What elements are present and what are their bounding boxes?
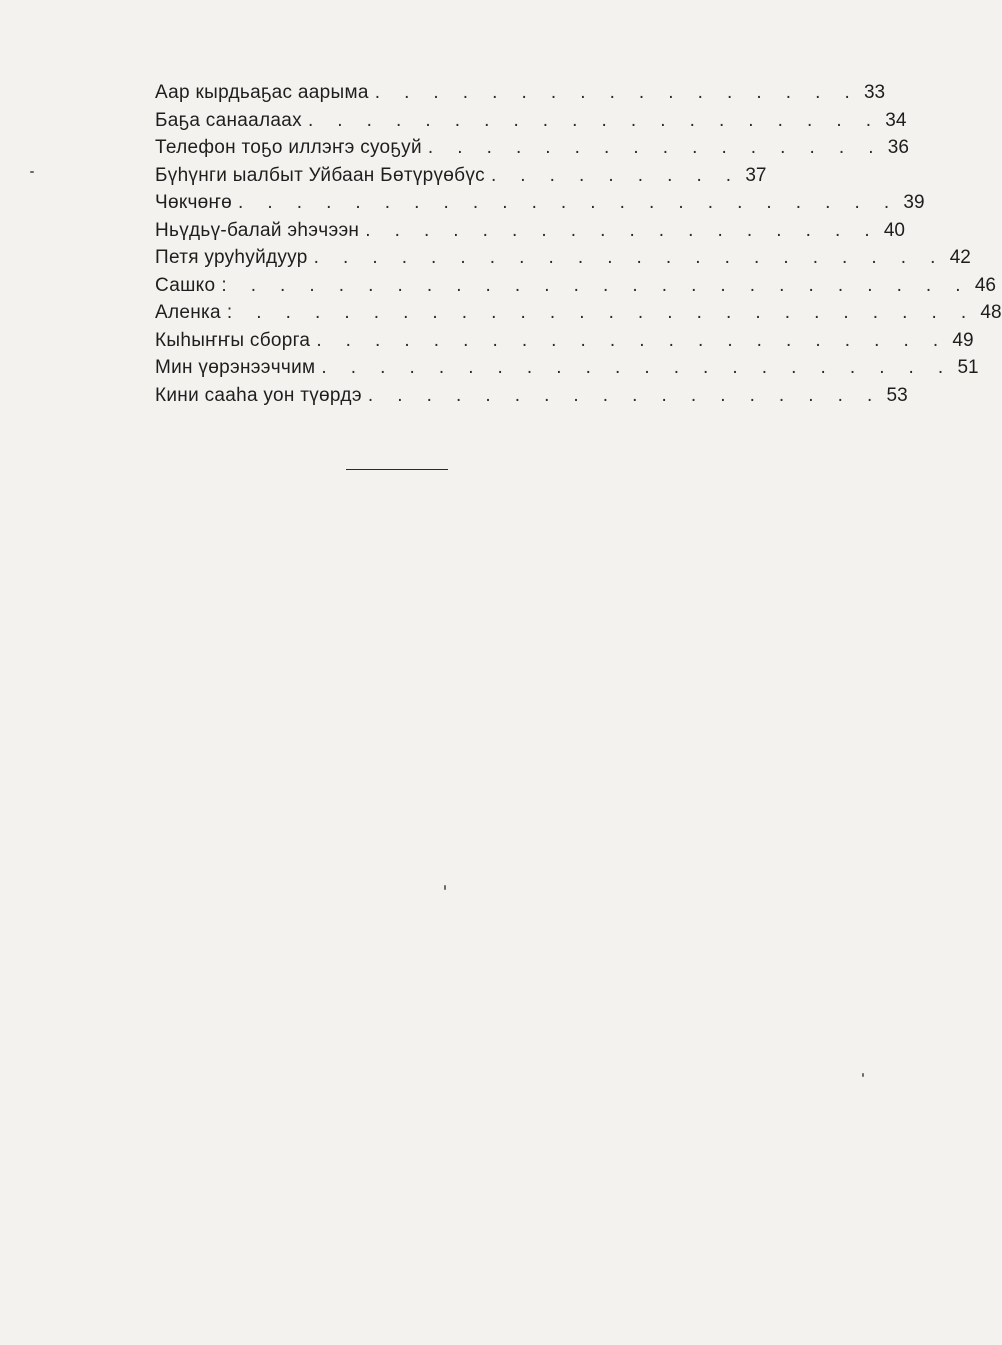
toc-entry-title: Мин үөрэнээччим <box>155 357 316 378</box>
toc-dot-leader: . . . . . . . . . . . . . . . . . . . . <box>307 109 881 131</box>
toc-entry-page-number: 48 <box>980 302 1002 323</box>
toc-entry-title: Кыһыҥҥы сборга <box>155 329 311 351</box>
toc-entry-page-number: 40 <box>883 219 905 241</box>
toc-entry <box>155 354 979 382</box>
toc-entry-title: Сашко <box>155 274 216 296</box>
toc-entry-page-number: 49 <box>952 329 974 351</box>
toc-entry <box>155 107 907 135</box>
toc-dot-leader: : . . . . . . . . . . . . . . . . . . . . . . . . . <box>221 274 970 296</box>
toc-entry-title: Баҕа санаалаах <box>155 109 302 131</box>
toc-entry <box>155 217 905 245</box>
paper-speck <box>30 171 34 173</box>
toc-entry <box>155 382 908 410</box>
toc-dot-leader: . . . . . . . . . . . . . . . . . . . . . . . <box>238 192 899 213</box>
toc-entry <box>155 327 974 355</box>
toc-entry <box>155 162 767 190</box>
toc-dot-leader: . . . . . . . . . . . . . . . . . . . . . . <box>316 329 948 351</box>
toc-entry-title: Телефон тоҕо иллэҥэ суоҕуй <box>155 137 422 158</box>
toc-dot-leader: . . . . . . . . . . . . . . . . <box>427 137 883 158</box>
toc-entry <box>155 134 909 162</box>
toc-entry <box>155 272 996 300</box>
toc-entry-page-number: 39 <box>903 192 925 213</box>
toc-entry-title: Чөкчөҥө <box>155 192 232 213</box>
toc-dot-leader: . . . . . . . . . . . . . . . . . . . . . . <box>313 247 945 268</box>
paper-speck <box>444 885 446 890</box>
toc-entry-page-number: 34 <box>885 109 907 131</box>
toc-entry-page-number: 42 <box>949 247 971 268</box>
toc-dot-leader: : . . . . . . . . . . . . . . . . . . . . . . . . . <box>226 302 976 323</box>
toc-entry-page-number: 36 <box>887 137 909 158</box>
toc-entry-page-number: 53 <box>886 384 908 406</box>
closing-rule <box>346 469 448 470</box>
toc-entry-title: Петя уруһуйдуур <box>155 247 308 268</box>
toc-entry <box>155 244 971 272</box>
toc-dot-leader: . . . . . . . . . . . . . . . . . <box>374 82 860 103</box>
toc-entry-page-number: 33 <box>863 82 886 103</box>
toc-entry-title: Ньүдьү-балай эһэчээн <box>155 219 360 241</box>
toc-entry-title: Аленка <box>155 302 221 323</box>
toc-entry <box>155 299 1002 327</box>
table-of-contents <box>155 79 1002 409</box>
toc-entry <box>155 189 925 217</box>
toc-entry <box>155 79 886 107</box>
toc-entry-title: Аар кырдьаҕас аарыма <box>155 82 369 103</box>
toc-dot-leader: . . . . . . . . . <box>490 164 741 186</box>
toc-entry-page-number: 46 <box>974 274 996 296</box>
toc-entry-title: Кини сааһа уон түөрдэ <box>155 384 362 406</box>
toc-dot-leader: . . . . . . . . . . . . . . . . . . <box>365 219 879 241</box>
toc-dot-leader: . . . . . . . . . . . . . . . . . . . . . . <box>321 357 953 378</box>
toc-dot-leader: . . . . . . . . . . . . . . . . . . <box>367 384 882 406</box>
toc-entry-title: Бүһүнги ыалбыт Уйбаан Бөтүрүөбүс <box>155 164 485 186</box>
paper-speck <box>862 1073 864 1077</box>
toc-entry-page-number: 51 <box>957 357 979 378</box>
toc-entry-page-number: 37 <box>745 164 767 186</box>
